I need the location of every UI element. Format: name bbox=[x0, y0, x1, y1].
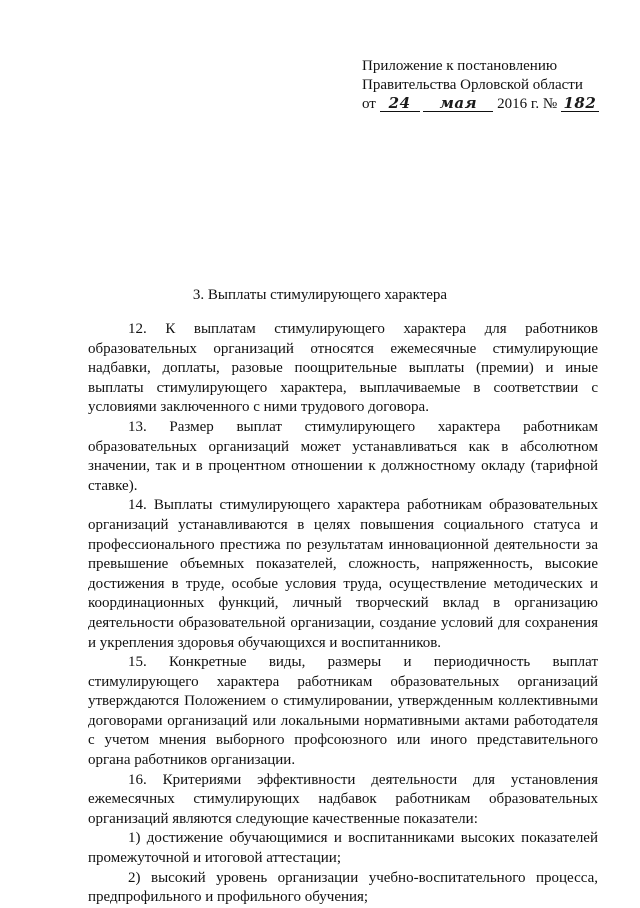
handwritten-day: 24 bbox=[380, 96, 420, 112]
header-line-date bbox=[362, 95, 599, 114]
paragraph-14: 14. Выплаты стимулирующего характера работникам образовательных организаций устанавливаются в целях повышения социального статуса и профессионального престижа по результатам инновационной деятельности за превышение объемных показателей, сложность, напряженность, высокие достижения в труде, особые условия труда, осуществление методических и координационных функций, личный творческий вклад в организацию деятельности образовательной организации, создание условий для сохранения и укрепления здоровья обучающихся и воспитанников. bbox=[88, 497, 598, 651]
paragraph-15: 15. Конкретные виды, размеры и периодичность выплат стимулирующего характера работникам образовательных организаций утверждаются Положением о стимулировании, утвержденным коллективными договорами организаций или локальными нормативными актами работодателя с учетом мнения выборного профсоюзного или иного представительного органа работников организации. bbox=[88, 654, 598, 769]
handwritten-month: мая bbox=[423, 96, 493, 112]
header-line-appendix: Приложение к постановлению bbox=[362, 58, 558, 74]
list-item-1: 1) достижение обучающимися и воспитанниками высоких показателей промежуточной и итоговой аттестации; bbox=[88, 830, 598, 867]
section-title: 3. Выплаты стимулирующего характера bbox=[192, 287, 448, 303]
paragraph-16: 16. Критериями эффективности деятельности для установления ежемесячных стимулирующих надбавок работникам образовательных организаций являются следующие качественные показатели: bbox=[88, 771, 598, 827]
handwritten-document-number: 182 bbox=[561, 96, 599, 112]
paragraph-12: 12. К выплатам стимулирующего характера для работников образовательных организаций относятся ежемесячные стимулирующие надбавки, доплаты, разовые поощрительные выплаты (премии) и иные выплаты стимулирующего характера, выплачиваемые в соответствии с условиями заключенного с ними трудового договора. bbox=[88, 321, 598, 416]
header-line-government: Правительства Орловской области bbox=[362, 77, 583, 93]
year-and-number-label: 2016 г. № bbox=[497, 96, 558, 112]
from-prefix: от bbox=[362, 96, 376, 112]
paragraph-13: 13. Размер выплат стимулирующего характера работникам образовательных организаций может устанавливаться как в абсолютном значении, так и в процентном отношении к должностному окладу (тарифной ставке). bbox=[88, 418, 598, 494]
list-item-2: 2) высокий уровень организации учебно-воспитательного процесса, предпрофильного и профильного обучения; bbox=[88, 869, 598, 906]
document-body bbox=[88, 320, 598, 908]
appendix-header bbox=[362, 57, 599, 114]
